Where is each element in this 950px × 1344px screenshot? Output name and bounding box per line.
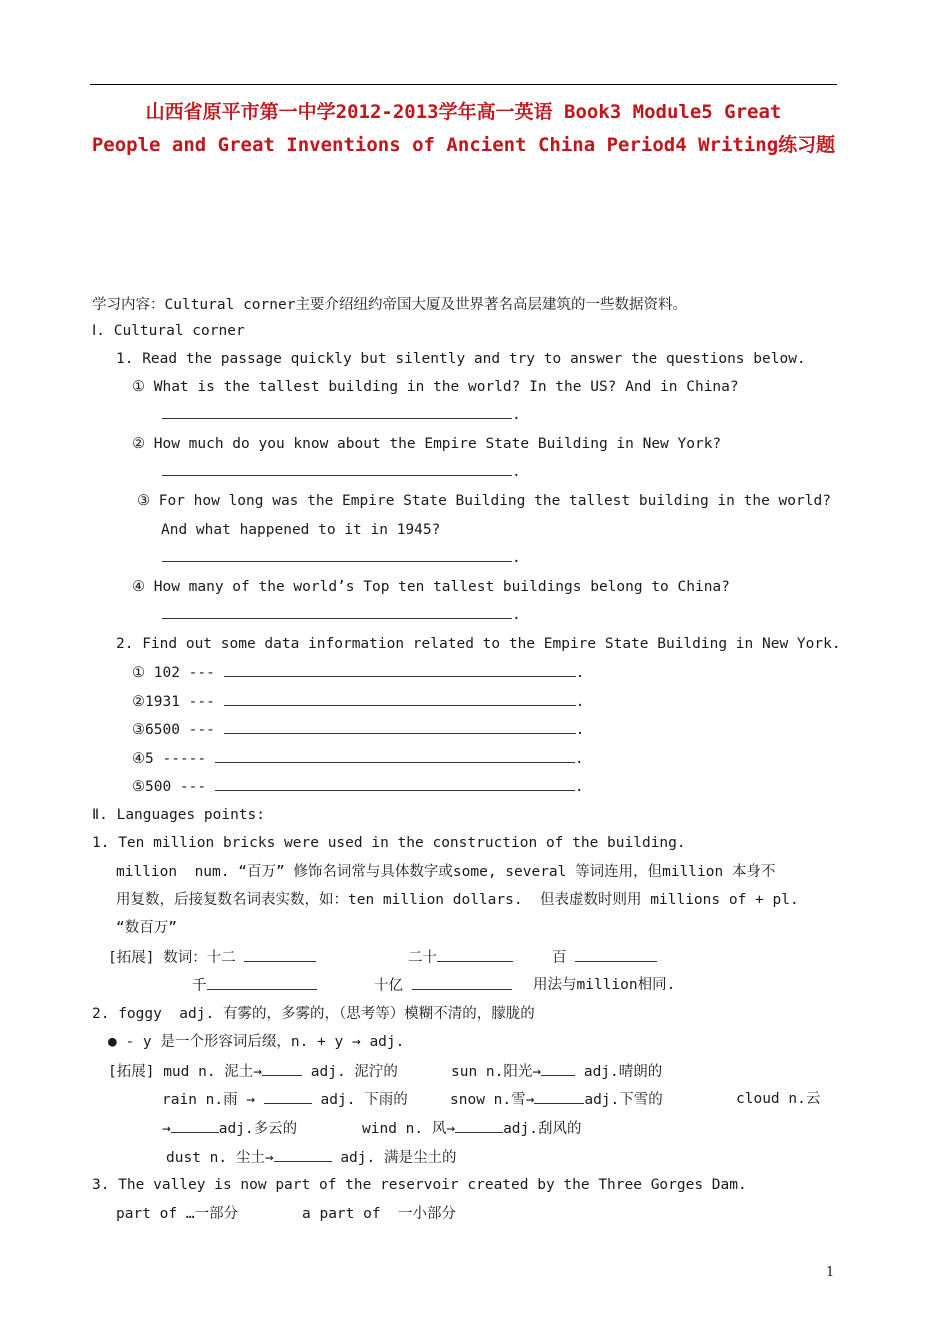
point-2-extension-mud: [拓展] mud n. 泥土→ adj. 泥泞的 (108, 1061, 398, 1082)
data-blank-1[interactable] (224, 662, 576, 677)
blank-twenty[interactable] (437, 947, 513, 962)
blank-wind[interactable] (455, 1118, 503, 1133)
data-item-3: ③6500 --- . (132, 719, 584, 740)
blank-cloud[interactable] (171, 1118, 219, 1133)
answer-line-3[interactable]: . (162, 547, 521, 568)
section-2-heading: Ⅱ. Languages points: (92, 807, 266, 823)
point-1-extension-note: 用法与million相同. (533, 977, 676, 993)
blank-sun[interactable] (541, 1061, 575, 1076)
point-2-extension-sun: sun n.阳光→ adj.晴朗的 (451, 1061, 662, 1082)
point-2-extension-dust: dust n. 尘土→ adj. 满是尘土的 (166, 1147, 456, 1168)
point-1-extension-twenty: 二十 (408, 947, 513, 968)
blank-dust[interactable] (274, 1147, 332, 1162)
intro-text: 学习内容：Cultural corner主要介绍纽约帝国大厦及世界著名高层建筑的一些数据资料。 (92, 297, 687, 313)
point-2-extension-snow: snow n.雪→ adj.下雪的 (450, 1089, 663, 1110)
answer-line-1[interactable]: . (162, 404, 521, 425)
point-1-sentence: 1. Ten million bricks were used in the construction of the building. (92, 835, 686, 851)
point-2-extension-wind: wind n. 风→ adj.刮风的 (362, 1118, 582, 1139)
blank-thousand[interactable] (207, 975, 317, 990)
title-line-2: People and Great Inventions of Ancient China Period4 Writing练习题 (91, 134, 836, 156)
question-3-continued: And what happened to it in 1945? (161, 522, 441, 538)
answer-line-2[interactable]: . (162, 461, 521, 482)
blank-snow[interactable] (534, 1089, 584, 1104)
title-line-1: 山西省原平市第一中学2012-2013学年高一英语 Book3 Module5 Great (145, 101, 782, 123)
blank-twelve[interactable] (244, 947, 316, 962)
point-2-extension-cloud-answer: → adj.多云的 (162, 1118, 297, 1139)
point-1-note-3: “数百万” (116, 920, 177, 936)
point-1-extension-row-1: [拓展] 数词：十二 (108, 947, 316, 968)
question-2: ② How much do you know about the Empire State Building in New York? (132, 436, 722, 452)
data-item-5: ⑤500 --- . (132, 776, 584, 797)
question-3: ③ For how long was the Empire State Building the tallest building in the world? (137, 493, 831, 509)
point-1-note-2: 用复数，后接复数名词表实数，如：ten million dollars. 但表虚数时则用 millions of + pl. (116, 892, 799, 908)
answer-line-4[interactable]: . (162, 604, 521, 625)
point-1-extension-billion: 十亿 (374, 975, 512, 996)
data-item-2: ②1931 --- . (132, 691, 584, 712)
point-1-extension-thousand: 千 (192, 975, 317, 996)
point-2-rule: ● - y 是一个形容词后缀，n. + y → adj. (108, 1034, 405, 1050)
point-3-note-a-part-of: a part of 一小部分 (302, 1206, 457, 1222)
blank-rain[interactable] (264, 1089, 312, 1104)
task-2-instruction: 2. Find out some data information related to the Empire State Building in New York. (116, 636, 841, 652)
point-2-extension-cloud: cloud n.云 (736, 1091, 821, 1107)
data-item-4: ④5 ----- . (132, 748, 584, 769)
data-blank-4[interactable] (215, 748, 575, 763)
point-3-sentence: 3. The valley is now part of the reservoir created by the Three Gorges Dam. (92, 1177, 747, 1193)
data-blank-3[interactable] (224, 719, 576, 734)
task-1-instruction: 1. Read the passage quickly but silently and try to answer the questions below. (116, 351, 806, 367)
header-rule (90, 84, 837, 85)
data-item-1: ① 102 --- . (132, 662, 584, 683)
blank-hundred[interactable] (575, 947, 657, 962)
page-number: 1 (826, 1265, 835, 1280)
point-2-extension-rain: rain n.雨 → adj. 下雨的 (162, 1089, 408, 1110)
point-1-note-1: million num. “百万” 修饰名词常与具体数字或some, several 等词连用，但million 本身不 (116, 864, 776, 880)
question-4: ④ How many of the world’s Top ten tallest buildings belong to China? (132, 579, 730, 595)
data-blank-5[interactable] (215, 776, 575, 791)
question-1: ① What is the tallest building in the world? In the US? And in China? (132, 379, 739, 395)
point-3-note-part-of: part of …一部分 (116, 1206, 239, 1222)
blank-mud[interactable] (262, 1061, 302, 1076)
blank-billion[interactable] (412, 975, 512, 990)
section-1-heading: Ⅰ. Cultural corner (92, 323, 245, 339)
point-2-sentence: 2. foggy adj. 有雾的，多雾的，（思考等）模糊不清的，朦胧的 (92, 1006, 535, 1022)
document-title (90, 96, 837, 162)
data-blank-2[interactable] (224, 691, 576, 706)
point-1-extension-hundred: 百 (552, 947, 657, 968)
